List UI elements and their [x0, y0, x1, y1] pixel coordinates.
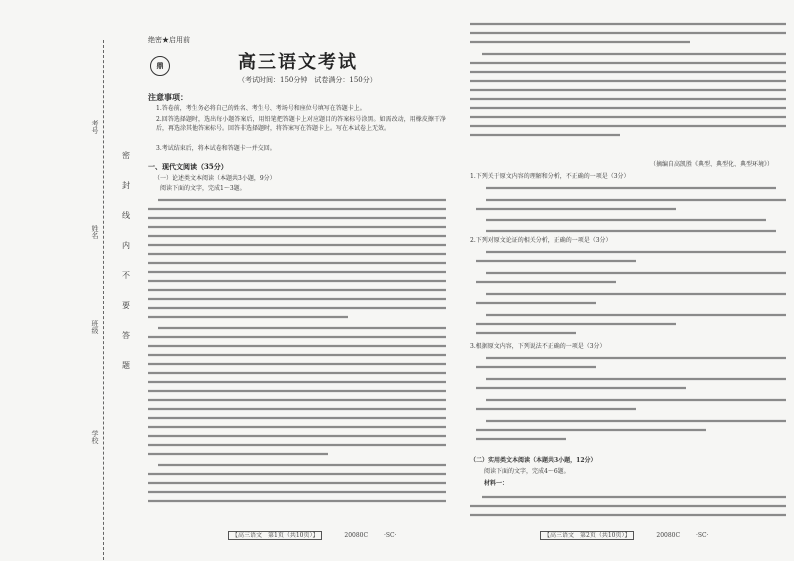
section-heading: 一、现代文阅读（35分）: [148, 162, 228, 171]
page-2: [470, 18, 788, 548]
question-2-options: [476, 248, 788, 340]
seal-char: 题: [122, 361, 130, 370]
paper-code: 20080C: [344, 532, 369, 539]
material-text-block: [470, 492, 788, 526]
question-1: 1.下列关于原文内容的理解和分析，不正确的一项是（3分）: [470, 173, 630, 180]
exam-title: 高三语文考试: [238, 52, 358, 73]
question-1-options: [476, 184, 788, 234]
question-3: 3.根据原文内容，下列说法不正确的一项是（3分）: [470, 343, 606, 350]
publisher-logo: 鼎: [150, 56, 170, 76]
margin-label-exam-number: 考号: [91, 120, 99, 134]
confidential-mark: 绝密★启用前: [148, 36, 190, 44]
question-2: 2.下列对原文论证的相关分析，正确的一项是（3分）: [470, 237, 612, 244]
seal-char: 要: [122, 301, 130, 310]
notice-item: 3.考试结束后，将本试卷和答题卡一并交回。: [156, 145, 276, 152]
notice-item: 1.答卷前，考生务必将自己的姓名、考生号、考场号和座位号填写在答题卡上。: [156, 105, 366, 112]
instruction: 阅读下面的文字，完成1～3题。: [160, 185, 246, 192]
page-number: 【高三语文 第1页（共10页）】: [228, 531, 322, 540]
exam-subtitle: （考试时间：150分钟 试卷满分：150分）: [238, 76, 377, 84]
binding-margin: [0, 0, 130, 561]
subsection-heading: （一）论述类文本阅读（本题共3小题，9分）: [154, 175, 276, 182]
passage-text-block: [148, 196, 448, 506]
margin-label-class: 班级: [91, 320, 99, 334]
footer-mark: ·SC·: [383, 532, 397, 539]
instruction: 阅读下面的文字，完成4～6题。: [484, 468, 570, 475]
notice-item: 2.回答选择题时，选出每小题答案后，用铅笔把答题卡上对应题目的答案标号涂黑。如需改动，用橡皮擦干净后，再选涂其他答案标号。回答非选择题时，将答案写在答题卡上。写在本试卷上无效。: [156, 116, 446, 132]
paper-code: 20080C: [656, 532, 681, 539]
seal-char: 不: [122, 271, 130, 280]
seal-char: 线: [122, 211, 130, 220]
passage-continued: [470, 18, 788, 158]
seal-char: 答: [122, 331, 130, 340]
seal-char: 封: [122, 181, 130, 190]
seal-line: [103, 40, 104, 560]
seal-char: 内: [122, 241, 130, 250]
subsection-heading: （二）实用类文本阅读（本题共3小题，12分）: [470, 457, 597, 464]
notice-heading: 注意事项：: [148, 92, 188, 102]
page-footer: [228, 530, 397, 539]
page-1: [138, 18, 458, 548]
footer-mark: ·SC·: [695, 532, 709, 539]
seal-char: 密: [122, 151, 130, 160]
question-3-options: [476, 354, 788, 454]
margin-label-school: 学校: [91, 430, 99, 444]
page-footer: [540, 530, 709, 539]
margin-label-name: 姓名: [91, 225, 99, 239]
page-number: 【高三语文 第2页（共10页）】: [540, 531, 634, 540]
material-label: 材料一：: [484, 480, 509, 487]
source-citation: （摘编自高凯胜《典型、典型化、典型环境》）: [650, 161, 774, 168]
